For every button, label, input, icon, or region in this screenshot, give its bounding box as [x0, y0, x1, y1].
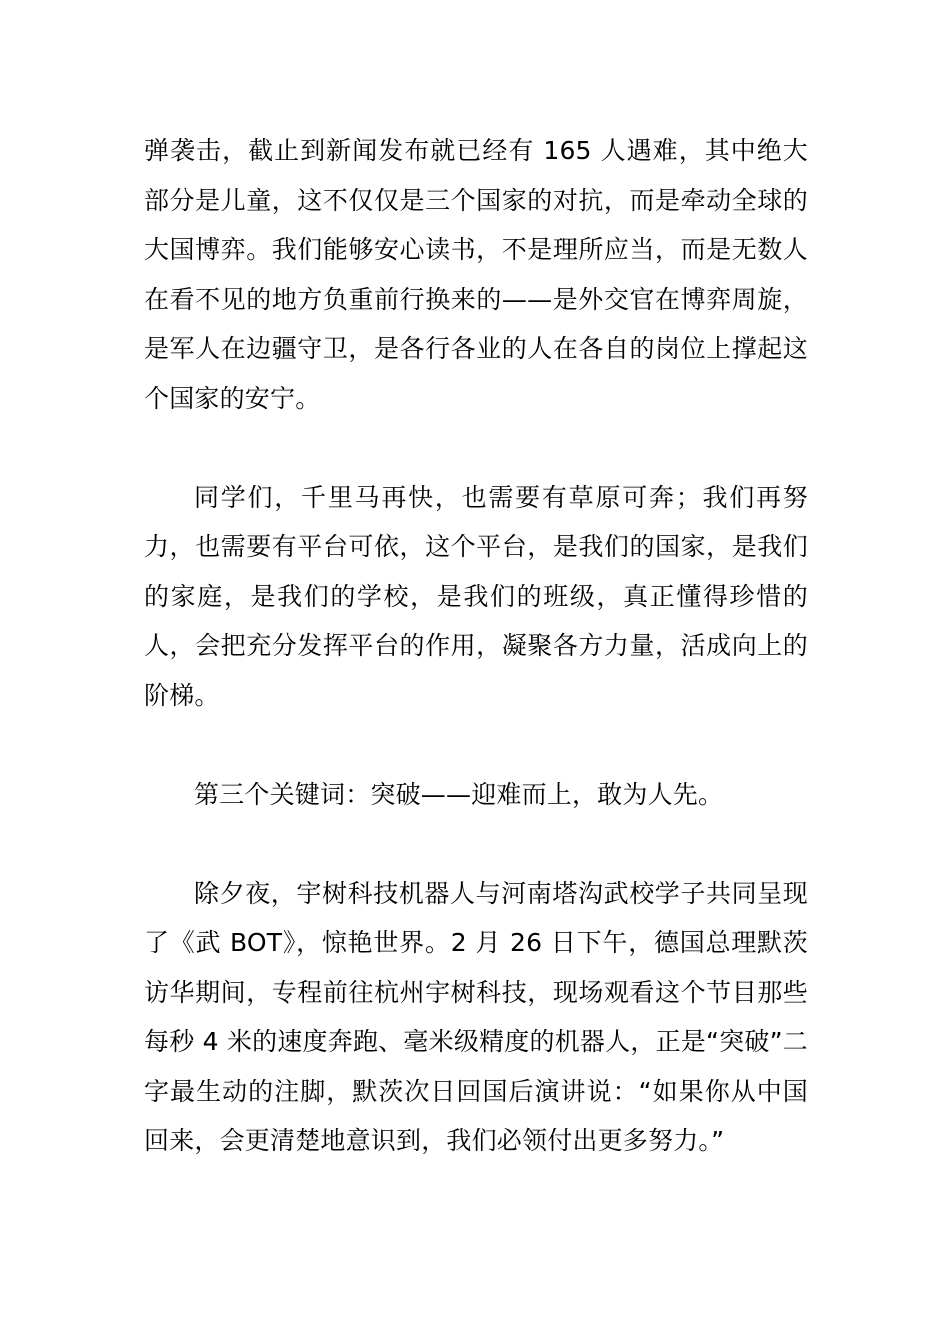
paragraph-2: 同学们，千里马再快，也需要有草原可奔；我们再努力，也需要有平台可依，这个平台，是我们的国家，是我们的家庭，是我们的学校，是我们的班级，真正懂得珍惜的人，会把充分发挥平台的作用，凝聚各方力量，活成向上的阶梯。	[144, 482, 808, 710]
paragraph-gap	[144, 720, 808, 770]
paragraph-1: 弹袭击，截止到新闻发布就已经有 165 人遇难，其中绝大部分是儿童，这不仅仅是三个国家的对抗，而是牵动全球的大国博弈。我们能够安心读书，不是理所应当，而是无数人在看不见的地方负重前行换来的——是外交官在博弈周旋，是军人在边疆守卫，是各行各业的人在各自的岗位上撑起这个国家的安宁。	[144, 136, 808, 413]
paragraph-gap	[144, 819, 808, 869]
document-body	[144, 126, 808, 1166]
paragraph-4: 除夕夜，宇树科技机器人与河南塔沟武校学子共同呈现了《武 BOT》，惊艳世界。2 月 26 日下午，德国总理默茨访华期间，专程前往杭州宇树科技，现场观看这个节目那些每秒 4 米的速度奔跑、毫米级精度的机器人，正是“突破”二字最生动的注脚，默茨次日回国后演讲说：“如果你从中国回来，会更清楚地意识到，我们必领付出更多努力。”	[144, 878, 808, 1155]
paragraph-gap	[144, 423, 808, 473]
section-heading-keyword-3: 第三个关键词：突破——迎难而上，敢为人先。	[194, 779, 724, 809]
